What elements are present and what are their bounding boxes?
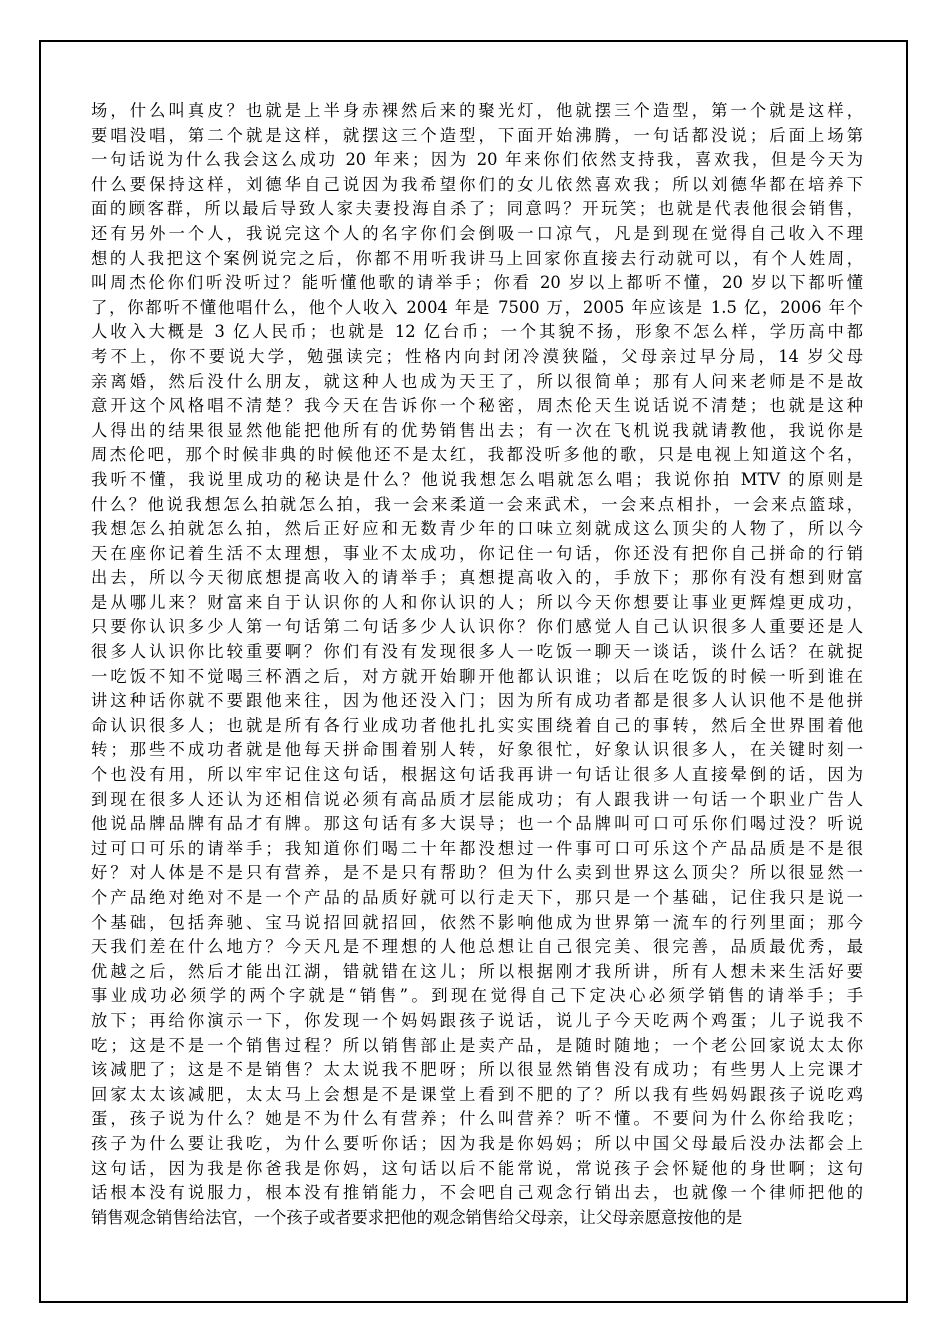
text-line: 天我们差在什么地方？今天凡是不理想的人他总想让自己很完美、很完善，品质最优秀，最 bbox=[91, 937, 863, 957]
text-line: 蛋，孩子说为什么？她是不为什么有营养；什么叫营养？听不懂。不要问为什么你给我吃； bbox=[91, 1109, 863, 1129]
text-line: 出去，所以今天彻底想提高收入的请举手；真想提高收入的，手放下；那你有没有想到财富 bbox=[91, 568, 863, 588]
text-line: 一吃饭不知不觉喝三杯酒之后，对方就开始聊开他都认识谁；以后在吃饭的时候一听到谁在 bbox=[91, 666, 863, 686]
text-line: 场，什么叫真皮？也就是上半身赤裸然后来的聚光灯，他就摆三个造型，第一个就是这样， bbox=[91, 101, 863, 120]
text-line: 人得出的结果很显然他能把他所有的优势销售出去；有一次在飞机说我就请教他，我说你是 bbox=[91, 420, 863, 440]
text-line: 还有另外一个人，我说完这个人的名字你们会倒吸一口凉气，凡是到现在觉得自己收入不理 bbox=[91, 223, 863, 243]
text-line: 是从哪儿来？财富来自于认识你的人和你认识的人；所以今天你想要让事业更辉煌更成功， bbox=[91, 592, 863, 612]
text-line: 考不上，你不要说大学，勉强读完；性格内向封闭冷漠狭隘，父母亲过早分局，14 岁父母 bbox=[91, 346, 863, 366]
text-line: 什么要保持这样，刘德华自己说因为我希望你们的女儿依然喜欢我；所以刘德华都在培养下 bbox=[91, 174, 863, 194]
text-line: 讲这种话你就不要跟他来往，因为他还没入门；因为所有成功者都是很多人认识他不是他拼 bbox=[91, 691, 863, 711]
text-line: 放下；再给你演示一下，你发现一个妈妈跟孩子说话，说儿子今天吃两个鸡蛋；儿子说我不 bbox=[91, 1010, 863, 1030]
text-line: 个基础，包括奔驰、宝马说招回就招回，依然不影响他成为世界第一流车的行列里面；那今 bbox=[91, 912, 863, 932]
text-line: 销售观念销售给法官，一个孩子或者要求把他的观念销售给父母亲，让父母亲愿意按他的是 bbox=[91, 1207, 743, 1227]
text-line: 个产品绝对绝对不是一个产品的品质好就可以行走天下，那只是一个基础，记住我只是说一 bbox=[91, 888, 863, 907]
text-line: 面的顾客群，所以最后导致人家夫妻投海自杀了；同意吗？开玩笑；也就是代表他很会销售， bbox=[91, 199, 863, 219]
text-line: 孩子为什么要让我吃，为什么要听你话；因为我是你妈妈；所以中国父母最后没办法都会上 bbox=[91, 1133, 863, 1153]
text-line: 话根本没有说服力，根本没有推销能力，不会吧自己观念行销出去，也就像一个律师把他的 bbox=[91, 1183, 863, 1203]
text-line: 一句话说为什么我会这么成功 20 年来；因为 20 年来你们依然支持我，喜欢我，但是今天为 bbox=[91, 150, 863, 170]
text-line: 只要你认识多少人第一句话第二句话多少人认识你？你们感觉人自己认识很多人重要还是人 bbox=[91, 617, 863, 637]
text-line: 到现在很多人还认为还相信说必须有高品质才层能成功；有人跟我讲一句话一个职业广告人 bbox=[91, 789, 863, 809]
text-line: 我想怎么拍就怎么拍，然后正好应和无数青少年的口味立刻就成这么顶尖的人物了，所以今 bbox=[91, 519, 863, 539]
text-line: 很多人认识你比较重要啊？你们有没有发现很多人一吃饭一聊天一谈话，谈什么话？在就捉 bbox=[91, 642, 863, 662]
text-line: 人收入大概是 3 亿人民币；也就是 12 亿台币；一个其貌不扬，形象不怎么样，学历高中都 bbox=[91, 322, 863, 342]
text-line: 了，你都听不懂他唱什么，他个人收入 2004 年是 7500 万，2005 年应该是 1.5 亿，2006 年个 bbox=[91, 297, 863, 317]
text-line: 这句话，因为我是你爸我是你妈，这句话以后不能常说，常说孩子会怀疑他的身世啊；这句 bbox=[91, 1158, 863, 1178]
text-line: 好？对人体是不是只有营养，是不是只有帮助？但为什么卖到世界这么顶尖？所以很显然一 bbox=[91, 863, 863, 883]
text-line: 意开这个风格唱不清楚？我今天在告诉你一个秘密，周杰伦天生说话说不清楚；也就是这种 bbox=[91, 396, 863, 416]
body-text bbox=[91, 99, 863, 1230]
text-line: 叫周杰伦你们听没听过？能听懂他歌的请举手；你看 20 岁以上都听不懂，20 岁以下都听懂 bbox=[91, 273, 863, 293]
text-line: 转；那些不成功者就是他每天拼命围着别人转，好象很忙，好象认识很多人，在关键时刻一 bbox=[91, 740, 863, 760]
text-line: 过可口可乐的请举手；我知道你们喝二十年都没想过一件事可口可乐这个产品品质是不是很 bbox=[91, 838, 863, 858]
text-line: 周杰伦吧，那个时候非典的时候他还不是太红，我都没听多他的歌，只是电视上知道这个名， bbox=[91, 445, 863, 465]
text-line: 他说品牌品牌有品才有牌。那这句话有多大误导；也一个品牌叫可口可乐你们喝过没？听说 bbox=[91, 814, 863, 834]
text-line: 天在座你记着生活不太理想，事业不太成功，你记住一句话，你还没有把你自己拼命的行销 bbox=[91, 543, 863, 563]
text-line: 想的人我把这个案例说完之后，你都不用听我讲马上回家你直接去行动就可以，有个人姓周， bbox=[91, 248, 863, 268]
text-line: 什么？他说我想怎么拍就怎么拍，我一会来柔道一会来武术，一会来点相扑，一会来点篮球， bbox=[91, 494, 863, 514]
text-line: 该减肥了；这是不是销售？太太说我不肥呀；所以很显然销售没有成功；有些男人上完课才 bbox=[91, 1060, 863, 1080]
text-line: 亲离婚，然后没什么朋友，就这种人也成为天王了，所以很简单；那有人问来老师是不是故 bbox=[91, 371, 863, 391]
text-line: 要唱没唱，第二个就是这样，就摆这三个造型，下面开始沸腾，一句话都没说；后面上场第 bbox=[91, 125, 863, 145]
text-line: 我听不懂，我说里成功的秘诀是什么？他说我想怎么唱就怎么唱；我说你拍 MTV 的原则是 bbox=[91, 469, 863, 489]
text-line: 事业成功必须学的两个字就是“销售”。到现在觉得自己下定决心必须学销售的请举手；手 bbox=[91, 986, 863, 1006]
text-line: 个也没有用，所以牢牢记住这句话，根据这句话我再讲一句话让很多人直接晕倒的话，因为 bbox=[91, 765, 863, 785]
text-line: 回家太太该减肥，太太马上会想是不是课堂上看到不肥的了？所以我有些妈妈跟孩子说吃鸡 bbox=[91, 1084, 863, 1104]
text-line: 命认识很多人；也就是所有各行业成功者他扎扎实实围绕着自己的事转，然后全世界围着他 bbox=[91, 715, 863, 735]
text-line: 优越之后，然后才能出江湖，错就错在这儿；所以根据刚才我所讲，所有人想未来生活好要 bbox=[91, 961, 863, 981]
text-line: 吃；这是不是一个销售过程？所以销售部止是卖产品，是随时随地；一个老公回家说太太你 bbox=[91, 1035, 863, 1055]
